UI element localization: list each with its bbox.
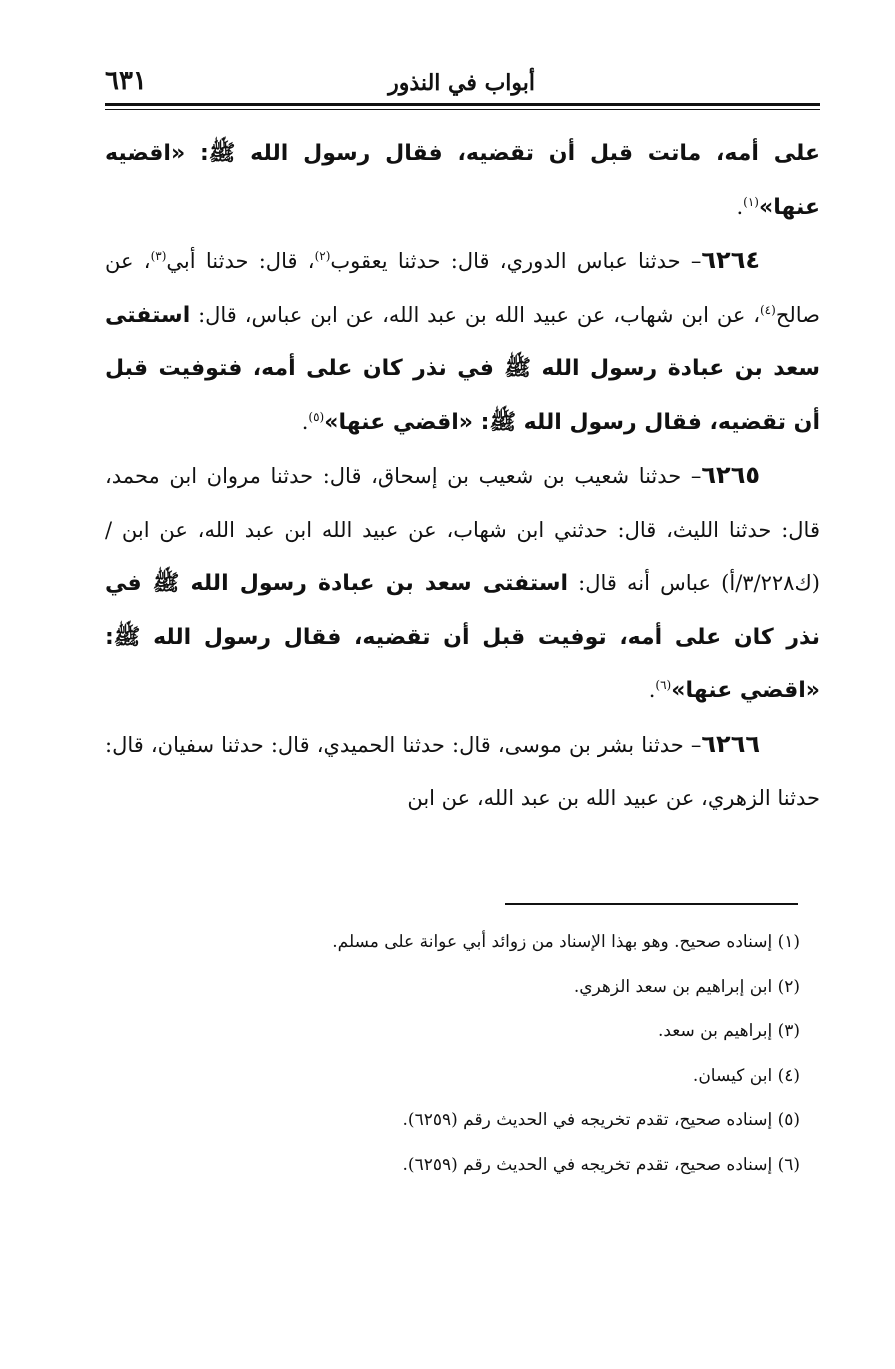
footnote-2: (٢) ابن إبراهيم بن سعد الزهري. bbox=[573, 976, 800, 997]
footnote-5: (٥) إسناده صحيح، تقدم تخريجه في الحديث رقم (٦٢٥٩). bbox=[402, 1110, 800, 1130]
hadith-text-bold: استفتى سعد بن عبادة رسول الله ﷺ في نذر كان على أمه، توفيت قبل أن تقضيه، فقال رسول الله ﷺ: «اقضي عنها» bbox=[105, 571, 820, 703]
isnad-text: – حدثنا عباس الدوري، قال: حدثنا يعقوب bbox=[330, 249, 702, 273]
footnote-ref: (٥) bbox=[308, 409, 325, 424]
footnote-ref: (١) bbox=[743, 194, 759, 209]
hadith-text-bold: على أمه، ماتت قبل أن تقضيه، فقال رسول الله ﷺ: «اقضيه عنها» bbox=[105, 141, 820, 220]
hadith-text-bold: استفتى سعد بن عبادة رسول الله ﷺ في نذر كان على أمه، فتوفيت قبل أن تقضيه، فقال رسول الله ﷺ: «اقضي عنها» bbox=[105, 302, 820, 435]
footnote-6: (٦) إسناده صحيح، تقدم تخريجه في الحديث رقم (٦٢٥٩). bbox=[402, 1154, 800, 1175]
footnote-separator bbox=[505, 903, 798, 905]
isnad-text: ، عن صالح bbox=[105, 249, 820, 327]
hadith-number: ٦٢٦٥ bbox=[701, 461, 760, 489]
continuation-paragraph: على أمه، ماتت قبل أن تقضيه، فقال رسول الله ﷺ: «اقضيه عنها»$^{(١)}$. bbox=[105, 141, 820, 220]
page-header bbox=[105, 62, 820, 102]
hadith-6264: ٦٢٦٤– حدثنا عباس الدوري، قال: حدثنا يعقوب$^{(٢)}$، قال: حدثنا أبي$^{(٣)}$، عن صالح$^{(٤)}$، عن ابن شهاب، عن عبيد الله بن عبد الله، عن ابن عباس، قال: استفتى سعد بن عبادة رسول الله ﷺ في نذر كان على أمه، فتوفيت قبل أن تقضيه، فقال رسول الله ﷺ: «اقضي عنها»$^{(٥)}$. bbox=[105, 246, 820, 435]
hadith-6265: ٦٢٦٥– حدثنا شعيب بن شعيب بن إسحاق، قال: حدثنا مروان ابن محمد، قال: حدثنا الليث، قال: حدثني ابن شهاب، عن عبيد الله ابن عبد الله، عن ابن / (ك٣/٢٢٨/أ) عباس أنه قال: استفتى سعد بن عبادة رسول الله ﷺ في نذر كان على أمه، توفيت قبل أن تقضيه، فقال رسول الله ﷺ: «اقضي عنها»$^{(٦)}$. bbox=[105, 461, 820, 703]
footnote-ref: (٤) bbox=[759, 302, 776, 317]
isnad-text: ، قال: حدثنا أبي bbox=[166, 249, 315, 273]
footnote-3: (٣) إبراهيم بن سعد. bbox=[657, 1021, 800, 1041]
footnote-ref: (٣) bbox=[150, 249, 167, 263]
hadith-number: ٦٢٦٤ bbox=[701, 246, 760, 274]
page-number: ٦٣١ bbox=[105, 66, 147, 96]
footnotes bbox=[105, 920, 800, 1187]
footnote-ref: (٦) bbox=[655, 678, 672, 692]
isnad-text: ، عن ابن شهاب، عن عبيد الله بن عبد الله، عن ابن عباس، قال: bbox=[190, 302, 760, 327]
footnote-1: (١) إسناده صحيح. وهو بهذا الإسناد من زوائد أبي عوانة على مسلم. bbox=[332, 932, 800, 952]
isnad-text: – حدثنا بشر بن موسى، قال: حدثنا الحميدي، قال: حدثنا سفيان، قال: حدثنا الزهري، عن عبيد الله بن عبد الله، عن ابن bbox=[105, 732, 820, 810]
isnad-text: – حدثنا شعيب بن شعيب بن إسحاق، قال: حدثنا مروان ابن محمد، قال: حدثنا الليث، قال: حدثني ابن شهاب، عن عبيد الله ابن عبد الله، عن ابن / (ك٣/٢٢٨/أ) عباس أنه قال: bbox=[105, 464, 820, 595]
hadith-6266 bbox=[105, 718, 820, 826]
chapter-title: أبواب في النذور bbox=[388, 70, 535, 96]
hadith-number: ٦٢٦٦ bbox=[701, 729, 760, 758]
header-rule-thin bbox=[105, 109, 820, 110]
footnote-4: (٤) ابن كيسان. bbox=[692, 1065, 800, 1086]
header-rule-thick bbox=[105, 103, 820, 106]
footnote-ref: (٢) bbox=[314, 249, 331, 263]
main-text bbox=[105, 127, 820, 826]
